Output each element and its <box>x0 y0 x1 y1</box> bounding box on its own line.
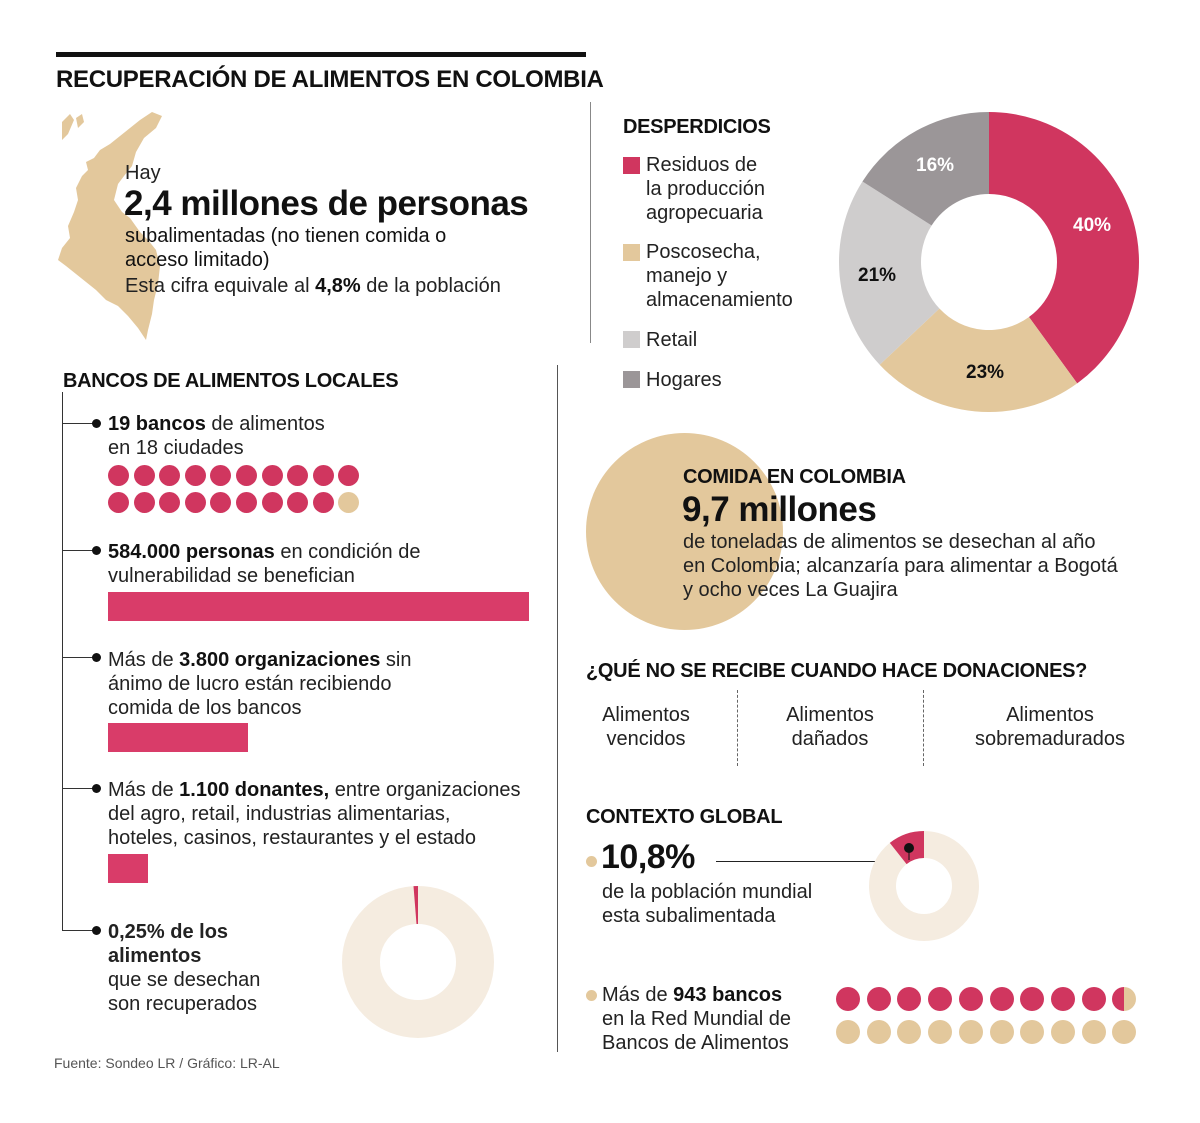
bank-dot <box>338 492 359 513</box>
intro-line1: subalimentadas (no tienen comida o <box>125 225 447 247</box>
comida-headline: 9,7 millones <box>682 490 877 529</box>
bank-dot <box>236 492 257 513</box>
bank-dot <box>185 492 206 513</box>
global-line1: de la población mundial <box>602 881 813 903</box>
legend-swatch-poscosecha <box>623 244 640 261</box>
item3-line2: ánimo de lucro están recibiendo <box>108 673 392 695</box>
header-rule <box>56 52 586 57</box>
bank-dot <box>134 465 155 486</box>
branch-1 <box>62 423 96 424</box>
bullet-5 <box>92 926 101 935</box>
comida-line1: de toneladas de alimentos se desechan al año <box>683 531 1096 553</box>
bank-dot <box>867 1020 891 1044</box>
bank-dot <box>262 492 283 513</box>
divider-lower <box>557 365 558 1052</box>
bank-dot <box>108 465 129 486</box>
branch-3 <box>62 657 96 658</box>
bank-dot <box>897 987 921 1011</box>
bank-dot <box>867 987 891 1011</box>
bank-dot <box>262 465 283 486</box>
item5-line2: alimentos <box>108 945 202 967</box>
legend-label-hogares: Hogares <box>646 369 722 391</box>
divider-upper <box>590 102 591 343</box>
bank-dot <box>210 465 231 486</box>
legend-label-retail: Retail <box>646 329 698 351</box>
bank-dot <box>959 987 983 1011</box>
bank-dot <box>836 987 860 1011</box>
donacion-divider-2 <box>923 690 924 766</box>
bullet-3 <box>92 653 101 662</box>
donut-label-16: 16% <box>916 155 955 176</box>
global-bullet-2 <box>586 990 597 1001</box>
bank-dot <box>236 465 257 486</box>
bank-dot <box>338 465 359 486</box>
item3-line3: comida de los bancos <box>108 697 302 719</box>
legend-swatch-residuos <box>623 157 640 174</box>
donacion-divider-1 <box>737 690 738 766</box>
bank-dot <box>959 1020 983 1044</box>
bullet-1 <box>92 419 101 428</box>
global-bullet-1 <box>586 856 597 867</box>
item3-line1: Más de 3.800 organizaciones sin <box>108 649 412 671</box>
bank-dot <box>313 492 334 513</box>
donacion-col-danados: Alimentos dañados <box>786 704 874 750</box>
item5-line3: que se desechan <box>108 969 261 991</box>
bank-dot <box>990 1020 1014 1044</box>
intro-pct-value: 4,8% <box>315 275 361 297</box>
bar-organizaciones <box>108 723 248 752</box>
global-donut-chart <box>869 831 979 941</box>
item1-line1: 19 bancos de alimentos <box>108 413 325 435</box>
comida-line3: y ocho veces La Guajira <box>683 579 898 601</box>
item4-line2: del agro, retail, industrias alimentarias, <box>108 803 451 825</box>
bank-dot <box>108 492 129 513</box>
bank-dot <box>1051 1020 1075 1044</box>
branch-4 <box>62 788 96 789</box>
bank-dot <box>185 465 206 486</box>
intro-pct-prefix: Esta cifra equivale al <box>125 275 316 297</box>
bank-dot <box>159 465 180 486</box>
donut-label-40: 40% <box>1073 215 1112 236</box>
donacion-col-vencidos: Alimentos vencidos <box>602 704 690 750</box>
bank-dot <box>836 1020 860 1044</box>
bank-dot <box>1112 987 1136 1011</box>
bullet-2 <box>92 546 101 555</box>
donut-label-21: 21% <box>858 265 897 286</box>
intro-line2: acceso limitado) <box>125 249 270 271</box>
branch-2 <box>62 550 96 551</box>
bank-dot <box>928 987 952 1011</box>
bank-dot <box>159 492 180 513</box>
branch-5 <box>62 930 96 931</box>
page-title: RECUPERACIÓN DE ALIMENTOS EN COLOMBIA <box>56 66 604 93</box>
item2-line1: 584.000 personas en condición de <box>108 541 421 563</box>
legend-label-residuos: Residuos de la producción agropecuaria <box>646 154 765 224</box>
bank-dot <box>897 1020 921 1044</box>
bank-dot <box>1051 987 1075 1011</box>
bank-dot <box>287 465 308 486</box>
bank-dot <box>1082 1020 1106 1044</box>
bank-dot <box>287 492 308 513</box>
bar-donantes <box>108 854 148 883</box>
intro-headline: 2,4 millones de personas <box>124 184 529 223</box>
intro-hay: Hay <box>125 162 161 184</box>
comida-title: COMIDA EN COLOMBIA <box>683 466 906 488</box>
bank-dot <box>990 987 1014 1011</box>
bank-dot <box>134 492 155 513</box>
intro-pct-line <box>125 274 501 298</box>
legend-swatch-hogares <box>623 371 640 388</box>
bank-dot <box>1082 987 1106 1011</box>
donacion-col-sobremadurados: Alimentos sobremadurados <box>974 704 1126 750</box>
item4-line1: Más de 1.100 donantes, entre organizaciones <box>108 779 521 801</box>
donaciones-title: ¿QUÉ NO SE RECIBE CUANDO HACE DONACIONES? <box>586 660 1088 682</box>
bank-dot <box>928 1020 952 1044</box>
bullet-4 <box>92 784 101 793</box>
legend-swatch-retail <box>623 331 640 348</box>
global-banks-line2: en la Red Mundial de <box>602 1008 792 1030</box>
source-footer: Fuente: Sondeo LR / Gráfico: LR-AL <box>54 1055 280 1071</box>
legend-label-poscosecha: Poscosecha, manejo y almacenamiento <box>646 241 793 311</box>
item2-line2: vulnerabilidad se benefician <box>108 565 355 587</box>
item4-line3: hoteles, casinos, restaurantes y el estado <box>108 827 476 849</box>
comida-line2: en Colombia; alcanzaría para alimentar a Bogotá <box>683 555 1118 577</box>
intro-pct-suffix: de la población <box>360 275 501 297</box>
bank-dot <box>313 465 334 486</box>
bank-dot <box>210 492 231 513</box>
bank-dot <box>1020 987 1044 1011</box>
recovered-donut-chart <box>342 886 494 1038</box>
global-banks-line3: Bancos de Alimentos <box>602 1032 789 1054</box>
bar-personas <box>108 592 529 621</box>
donut-label-23: 23% <box>966 362 1005 383</box>
bank-dot <box>1020 1020 1044 1044</box>
global-title: CONTEXTO GLOBAL <box>586 806 783 828</box>
global-banks-line1: Más de 943 bancos <box>602 984 783 1006</box>
global-headline: 10,8% <box>601 838 695 876</box>
item1-line2: en 18 ciudades <box>108 437 244 459</box>
item5-line4: son recuperados <box>108 993 257 1015</box>
bancos-title: BANCOS DE ALIMENTOS LOCALES <box>63 370 399 392</box>
bancos-tree-line <box>62 392 63 931</box>
desperdicios-title: DESPERDICIOS <box>623 116 771 138</box>
item5-line1: 0,25% de los <box>108 921 229 943</box>
bank-dot <box>1112 1020 1136 1044</box>
global-line2: esta subalimentada <box>602 905 776 927</box>
